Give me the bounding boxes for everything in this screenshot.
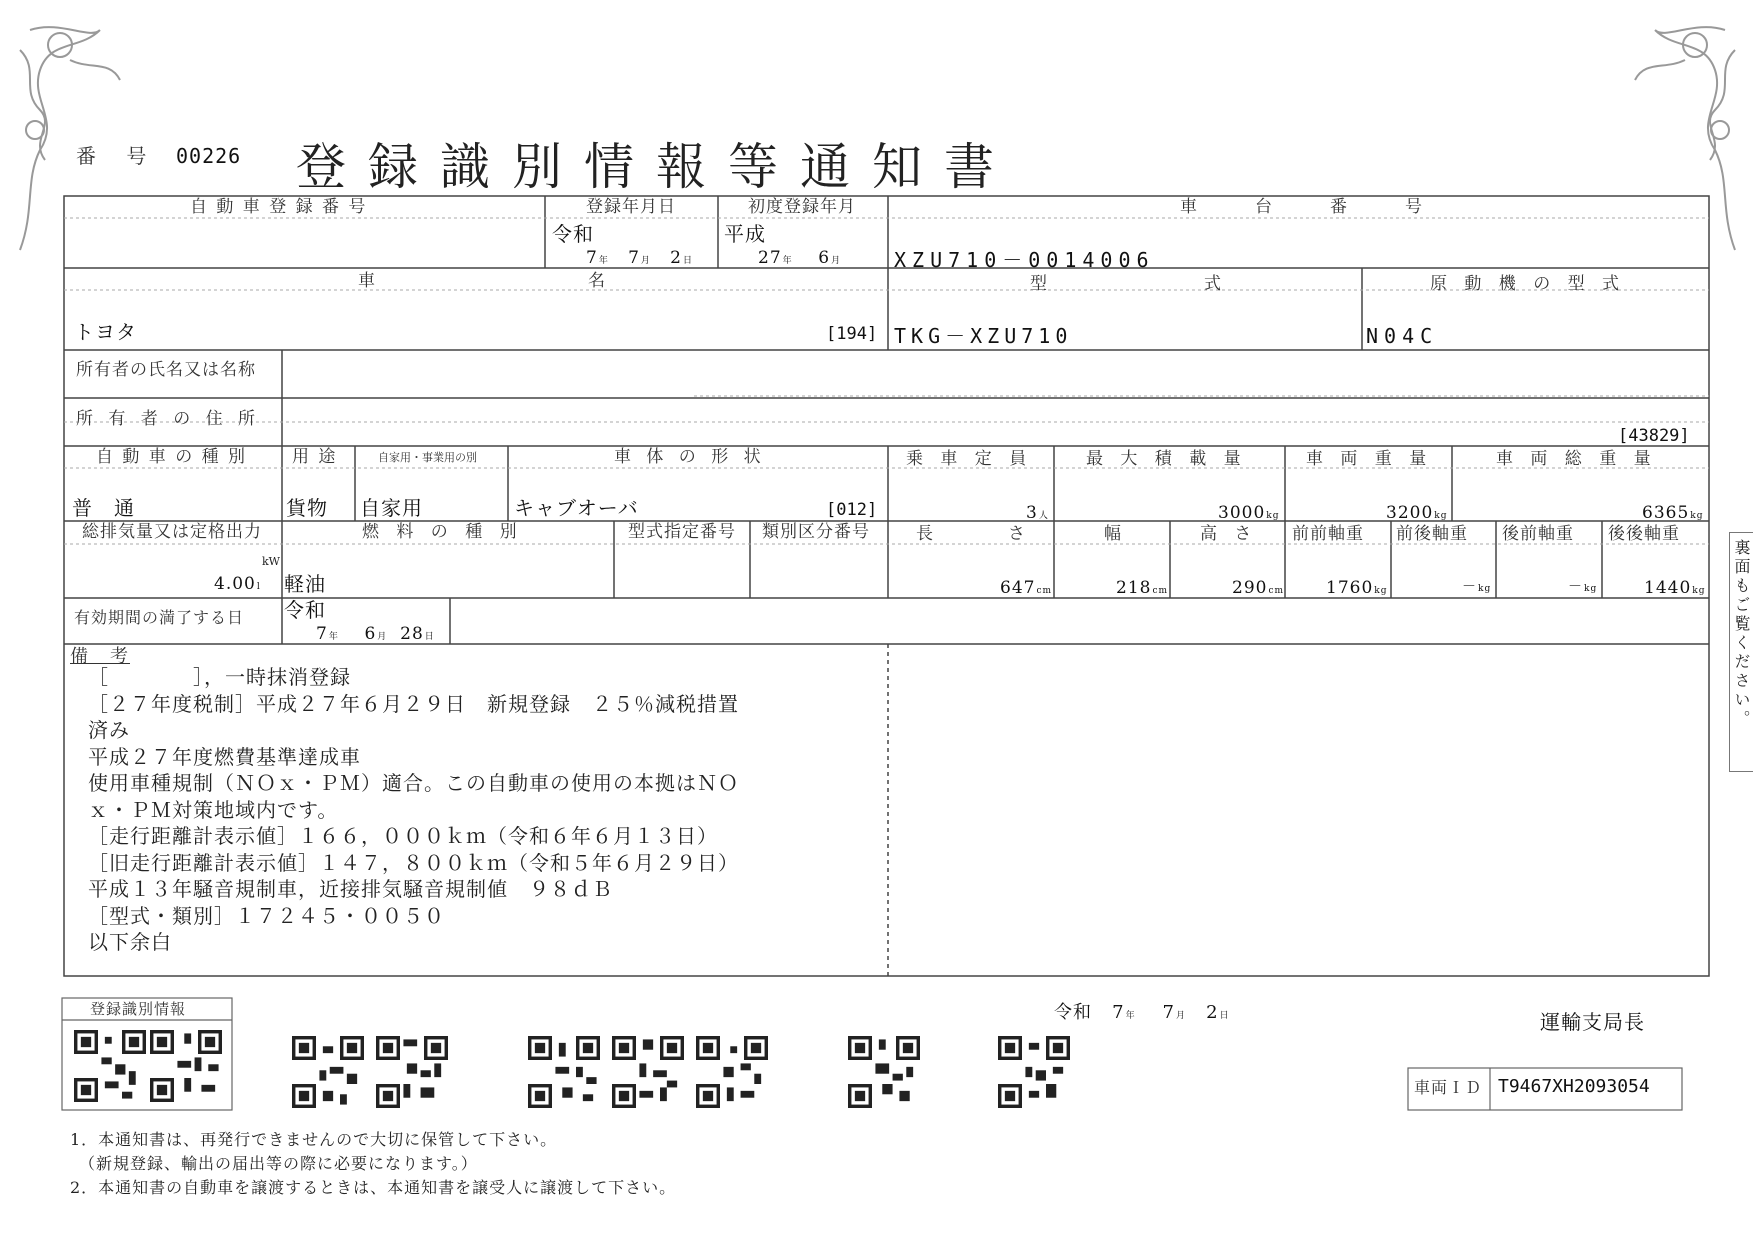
use-label: 用 途 xyxy=(292,447,338,467)
qr-code-icon xyxy=(528,1036,600,1108)
height-label: 高 さ xyxy=(1200,524,1258,544)
first-reg-label: 初度登録年月 xyxy=(748,197,856,217)
capacity-value: 3人 xyxy=(1026,503,1049,523)
rf-axle-label: 後前軸重 xyxy=(1502,524,1574,544)
qr-code-icon xyxy=(74,1030,146,1102)
page-title: 登録識別情報等通知書 xyxy=(296,138,1016,196)
kind-label: 自 動 車 の 種 別 xyxy=(96,447,248,467)
number-value: 00226 xyxy=(176,144,242,168)
number-label: 番 号 xyxy=(76,144,159,168)
width-value: 218cm xyxy=(1116,578,1169,598)
engine-label: 原 動 機 の 型 式 xyxy=(1430,274,1626,294)
length-label: 長 さ xyxy=(916,524,1031,544)
expiry-label: 有効期間の満了する日 xyxy=(74,608,245,627)
issue-date: 令和 7年 7月 2日 xyxy=(1054,1002,1230,1023)
remark-line: ［ ］，一時抹消登録 xyxy=(88,665,351,689)
rr-axle-value: 1440kg xyxy=(1644,578,1706,598)
qr-code-icon xyxy=(696,1036,768,1108)
remark-line: ［走行距離計表示値］１６６，０００ｋｍ（令和６年６月１３日） xyxy=(88,824,718,848)
body-label: 車 体 の 形 状 xyxy=(614,447,766,467)
expiry-date: 7年 6月 28日 xyxy=(316,624,435,644)
weight-label: 車 両 重 量 xyxy=(1306,449,1433,469)
remark-line: ［型式・類別］１７２４５・００５０ xyxy=(88,903,445,928)
vehicle-id-value: T9467XH2093054 xyxy=(1498,1076,1650,1097)
note-line: 1．本通知書は、再発行できませんので大切に保管して下さい。 xyxy=(70,1130,558,1149)
qr-code-icon xyxy=(998,1036,1070,1108)
rf-axle-value: －kg xyxy=(1568,579,1598,595)
ff-axle-value: 1760kg xyxy=(1326,578,1388,598)
remark-line: ［２７年度税制］平成２７年６月２９日 新規登録 ２５％減税措置 xyxy=(88,691,739,716)
gross-value: 6365kg xyxy=(1642,503,1704,523)
kind-value: 普 通 xyxy=(72,496,135,520)
owner-name-label: 所有者の氏名又は名称 xyxy=(76,360,256,380)
first-era: 平成 xyxy=(724,222,766,246)
type-no-label: 型式指定番号 xyxy=(628,522,736,542)
remark-line: 平成２７年度燃費基準達成車 xyxy=(88,744,361,769)
owner-code: [43829] xyxy=(1618,426,1690,446)
remark-line: ｘ・ＰＭ対策地域内です。 xyxy=(88,797,339,822)
displacement-value: 4.00l xyxy=(214,574,261,594)
fr-axle-value: －kg xyxy=(1462,579,1492,595)
reg-era: 令和 xyxy=(552,222,594,246)
model-value: TKG－XZU710 xyxy=(894,324,1073,348)
remark-line: 平成１３年騒音規制車，近接排気騒音規制値 ９８ｄＢ xyxy=(88,877,613,901)
note-line: （新規登録、輸出の届出等の際に必要になります。） xyxy=(70,1154,478,1173)
height-value: 290cm xyxy=(1232,578,1285,598)
body-value: キャブオーバ xyxy=(514,496,639,520)
vehicle-id-label: 車両ＩＤ xyxy=(1414,1078,1483,1097)
reg-date-label: 登録年月日 xyxy=(586,197,676,217)
first-reg-date: 27年 6月 xyxy=(758,248,842,268)
weight-value: 3200kg xyxy=(1386,503,1448,523)
qr-code-icon xyxy=(848,1036,920,1108)
car-code: [194] xyxy=(826,324,878,344)
displacement-unit: kW xyxy=(262,555,280,568)
reg-info-label: 登録識別情報 xyxy=(90,1000,187,1018)
length-value: 647cm xyxy=(1000,578,1053,598)
owner-address-label: 所 有 者 の 住 所 xyxy=(76,409,261,429)
model-label: 型 式 xyxy=(1030,274,1233,294)
qr-code-icon xyxy=(150,1030,222,1102)
reg-date: 7年 7月 2日 xyxy=(586,248,693,268)
qr-code-icon xyxy=(612,1036,684,1108)
capacity-label: 乗 車 定 員 xyxy=(906,449,1033,469)
fr-axle-label: 前後軸重 xyxy=(1396,524,1468,544)
chassis-value: XZU710－0014006 xyxy=(894,248,1155,272)
remarks-list xyxy=(88,664,878,956)
body-code: [012] xyxy=(826,500,878,520)
max-load-label: 最 大 積 載 量 xyxy=(1086,449,1247,469)
footer-notes xyxy=(70,1128,676,1200)
class-no-label: 類別区分番号 xyxy=(762,522,870,542)
qr-code-icon xyxy=(292,1036,364,1108)
name-label: 名 xyxy=(588,271,607,291)
remark-line: 済み xyxy=(88,718,130,742)
note-line: 2．本通知書の自動車を譲渡するときは、本通知書を譲受人に譲渡して下さい。 xyxy=(70,1178,677,1197)
reg-number-label: 自 動 車 登 録 番 号 xyxy=(190,197,368,217)
side-note: 裏面もご覧ください。 xyxy=(1729,532,1753,772)
expiry-era: 令和 xyxy=(284,598,326,622)
rr-axle-label: 後後軸重 xyxy=(1608,524,1680,544)
qr-code-icon xyxy=(376,1036,448,1108)
gross-label: 車 両 総 重 量 xyxy=(1496,449,1657,469)
engine-value: N04C xyxy=(1366,324,1439,348)
fuel-value: 軽油 xyxy=(284,572,326,596)
chassis-label: 車 台 番 号 xyxy=(1180,197,1430,217)
fuel-label: 燃 料 の 種 別 xyxy=(362,522,523,542)
remarks-label: 備 考 xyxy=(70,646,130,667)
car-name: トヨタ xyxy=(74,320,137,344)
private-label: 自家用・事業用の別 xyxy=(378,451,477,464)
ff-axle-label: 前前軸重 xyxy=(1292,524,1364,544)
car-label: 車 xyxy=(358,271,377,291)
max-load-value: 3000kg xyxy=(1218,503,1280,523)
private-value: 自家用 xyxy=(360,496,423,520)
use-value: 貨物 xyxy=(286,496,328,520)
displacement-label: 総排気量又は定格出力 xyxy=(82,522,262,542)
remark-line: ［旧走行距離計表示値］１４７，８００ｋｍ（令和５年６月２９日） xyxy=(88,850,739,875)
authority: 運輸支局長 xyxy=(1540,1010,1645,1034)
width-label: 幅 xyxy=(1104,524,1123,544)
remark-line: 使用車種規制（ＮＯｘ・ＰＭ）適合。この自動車の使用の本拠はＮＯ xyxy=(88,771,739,795)
remark-line: 以下余白 xyxy=(88,930,172,954)
